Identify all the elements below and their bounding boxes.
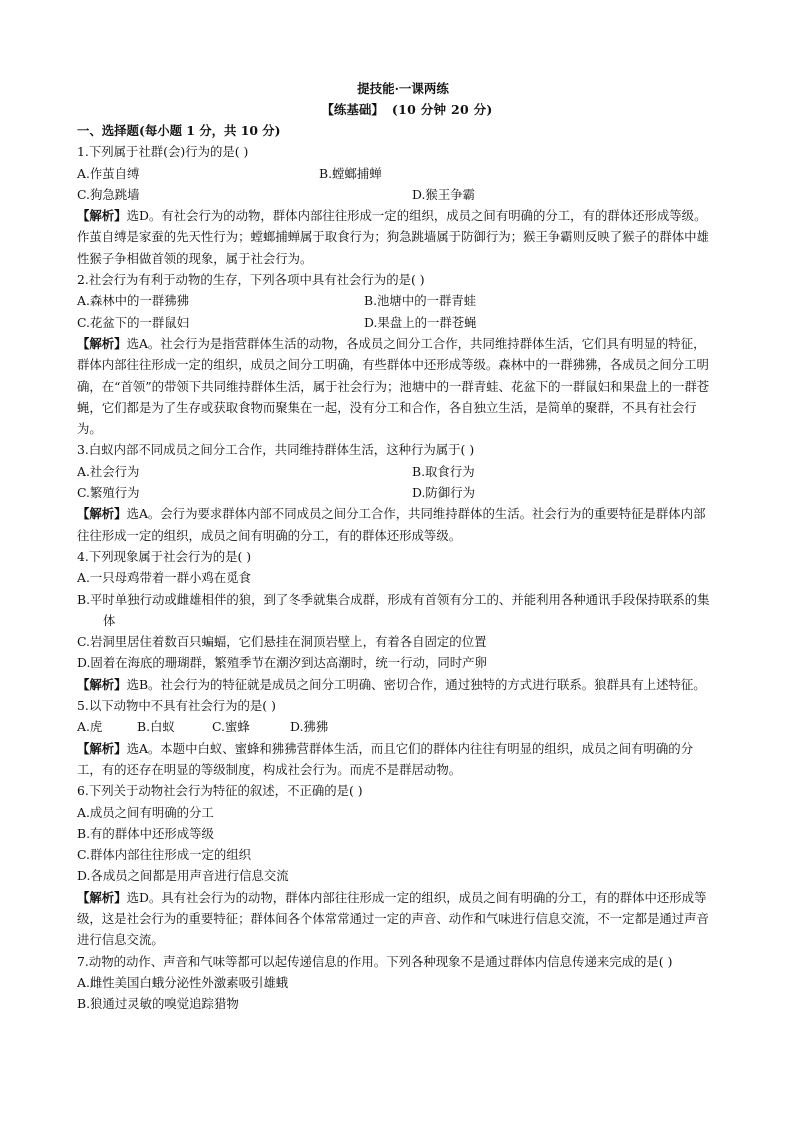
option-a: A.成员之间有明确的分工 bbox=[77, 804, 214, 820]
option-b: B.狼通过灵敏的嗅觉追踪猎物 bbox=[77, 996, 239, 1012]
option-b: B.有的群体中还形成等级 bbox=[77, 825, 214, 841]
document-content bbox=[77, 80, 717, 1014]
analysis-tag: 【解析】 bbox=[77, 506, 127, 522]
options-row bbox=[77, 482, 717, 503]
option-a: A.虎 bbox=[77, 719, 103, 735]
analysis bbox=[77, 887, 717, 951]
options-row bbox=[77, 290, 717, 311]
options-row bbox=[77, 716, 717, 737]
question-stem: 2.社会行为有利于动物的生存，下列各项中具有社会行为的是( ) bbox=[77, 272, 425, 288]
option-d: D.狒狒 bbox=[290, 719, 329, 735]
time-score: (10 分钟 20 分) bbox=[391, 102, 493, 117]
option-d: D.果盘上的一群苍蝇 bbox=[364, 314, 477, 330]
options-row bbox=[77, 184, 717, 205]
option-d: D.各成员之间都是用声音进行信息交流 bbox=[77, 868, 289, 884]
option-c: C.花盆下的一群鼠妇 bbox=[77, 314, 190, 330]
page-title: 提技能·一课两练 bbox=[357, 81, 449, 96]
option-a: A.作茧自缚 bbox=[77, 165, 140, 181]
option-c: C.蜜蜂 bbox=[212, 719, 250, 735]
option-d: D.猴王争霸 bbox=[412, 186, 475, 202]
analysis-tag: 【解析】 bbox=[77, 889, 127, 905]
subtitle-label: 【练基础】 bbox=[321, 102, 384, 117]
option-b: B.取食行为 bbox=[412, 463, 475, 479]
section-heading: 一、选择题(每小题 1 分，共 10 分) bbox=[77, 123, 281, 138]
option-a: A.雌性美国白蛾分泌性外激素吸引雄蛾 bbox=[77, 974, 289, 990]
question-stem: 7.动物的动作、声音和气味等都可以起传递信息的作用。下列各种现象不是通过群体内信息传递来完成的是( ) bbox=[77, 953, 673, 969]
options-row bbox=[77, 461, 717, 482]
option-d: D.固着在海底的珊瑚群，繁殖季节在潮汐到达高潮时，统一行动，同时产卵 bbox=[77, 655, 487, 671]
analysis bbox=[77, 674, 717, 695]
option-a: A.一只母鸡带着一群小鸡在觅食 bbox=[77, 570, 251, 586]
options-row bbox=[77, 163, 717, 184]
question-stem: 1.下列属于社群(会)行为的是( ) bbox=[77, 144, 249, 160]
option-b: B.池塘中的一群青蛙 bbox=[364, 293, 477, 309]
option-d: D.防御行为 bbox=[412, 485, 475, 501]
analysis-text: 选B。社会行为的特征就是成员之间分工明确、密切合作，通过独特的方式进行联系。狼群具有上述特征。 bbox=[126, 676, 706, 692]
analysis-text: 选A。社会行为是指营群体生活的动物，各成员之间分工合作，共同维持群体生活，它们具有明显的特征，群体内部往往形成一定的组织，成员之间分工明确，有些群体中还形成等级。森林中的一群狒狒，各成员之间分工明确，在“首领”的带领下共同维持群体生活，属于社会行为；池塘中的一群青蛙、花盆下的一群鼠妇和果盘上的一群苍蝇，它们都是为了生存或获取食物而聚集在一起，没有分工和合作，各自独立生活，是简单的聚群，不具有社会行为。 bbox=[77, 335, 710, 437]
option-a: A.森林中的一群狒狒 bbox=[77, 293, 190, 309]
analysis-text: 选A。本题中白蚁、蜜蜂和狒狒营群体生活，而且它们的群体内往往有明显的组织，成员之间有明确的分工，有的还存在明显的等级制度，构成社会行为。而虎不是群居动物。 bbox=[77, 740, 694, 777]
analysis-tag: 【解析】 bbox=[77, 208, 127, 224]
option-c: C.岩洞里居住着数百只蝙蝠，它们悬挂在洞顶岩壁上，有着各自固定的位置 bbox=[77, 634, 487, 650]
analysis-tag: 【解析】 bbox=[77, 335, 127, 351]
page-subtitle bbox=[77, 101, 717, 119]
analysis bbox=[77, 205, 717, 269]
option-b: B.白蚁 bbox=[137, 719, 175, 735]
analysis bbox=[77, 333, 717, 439]
analysis bbox=[77, 503, 717, 546]
option-a: A.社会行为 bbox=[77, 463, 140, 479]
analysis-tag: 【解析】 bbox=[77, 676, 127, 692]
analysis-text: 选D。具有社会行为的动物，群体内部往往形成一定的组织，成员之间有明确的分工，有的群体中还形成等级，这是社会行为的重要特征；群体间各个体常常通过一定的声音、动作和气味进行信息交流，不一定都是通过声音进行信息交流。 bbox=[77, 889, 709, 948]
option-c: C.群体内部往往形成一定的组织 bbox=[77, 847, 252, 863]
question-stem: 5.以下动物中不具有社会行为的是( ) bbox=[77, 698, 276, 714]
analysis-tag: 【解析】 bbox=[77, 740, 127, 756]
options-row bbox=[77, 312, 717, 333]
analysis-text: 选A。会行为要求群体内部不同成员之间分工合作，共同维持群体的生活。社会行为的重要特征是群体内部往往形成一定的组织，成员之间有明确的分工，有的群体还形成等级。 bbox=[77, 506, 706, 543]
analysis-text: 选D。有社会行为的动物，群体内部往往形成一定的组织，成员之间有明确的分工，有的群体还形成等级。作茧自缚是家蚕的先天性行为；螳螂捕蝉属于取食行为；狗急跳墙属于防御行为；猴王争霸则反映了猴子的群体中雄性猴子争相做首领的现象，属于社会行为。 bbox=[77, 208, 709, 266]
question-stem: 4.下列现象属于社会行为的是( ) bbox=[77, 548, 252, 564]
option-c: C.狗急跳墙 bbox=[77, 186, 140, 202]
option-c: C.繁殖行为 bbox=[77, 485, 140, 501]
option-b: B.螳螂捕蝉 bbox=[319, 165, 382, 181]
question-stem: 3.白蚁内部不同成员之间分工合作，共同维持群体生活，这种行为属于( ) bbox=[77, 442, 475, 458]
analysis bbox=[77, 738, 717, 781]
option-b: B.平时单独行动或雌雄相伴的狼，到了冬季就集合成群，形成有首领有分工的、并能利用各种通讯手段保持联系的集体 bbox=[77, 591, 710, 628]
question-stem: 6.下列关于动物社会行为特征的叙述，不正确的是( ) bbox=[77, 783, 363, 799]
